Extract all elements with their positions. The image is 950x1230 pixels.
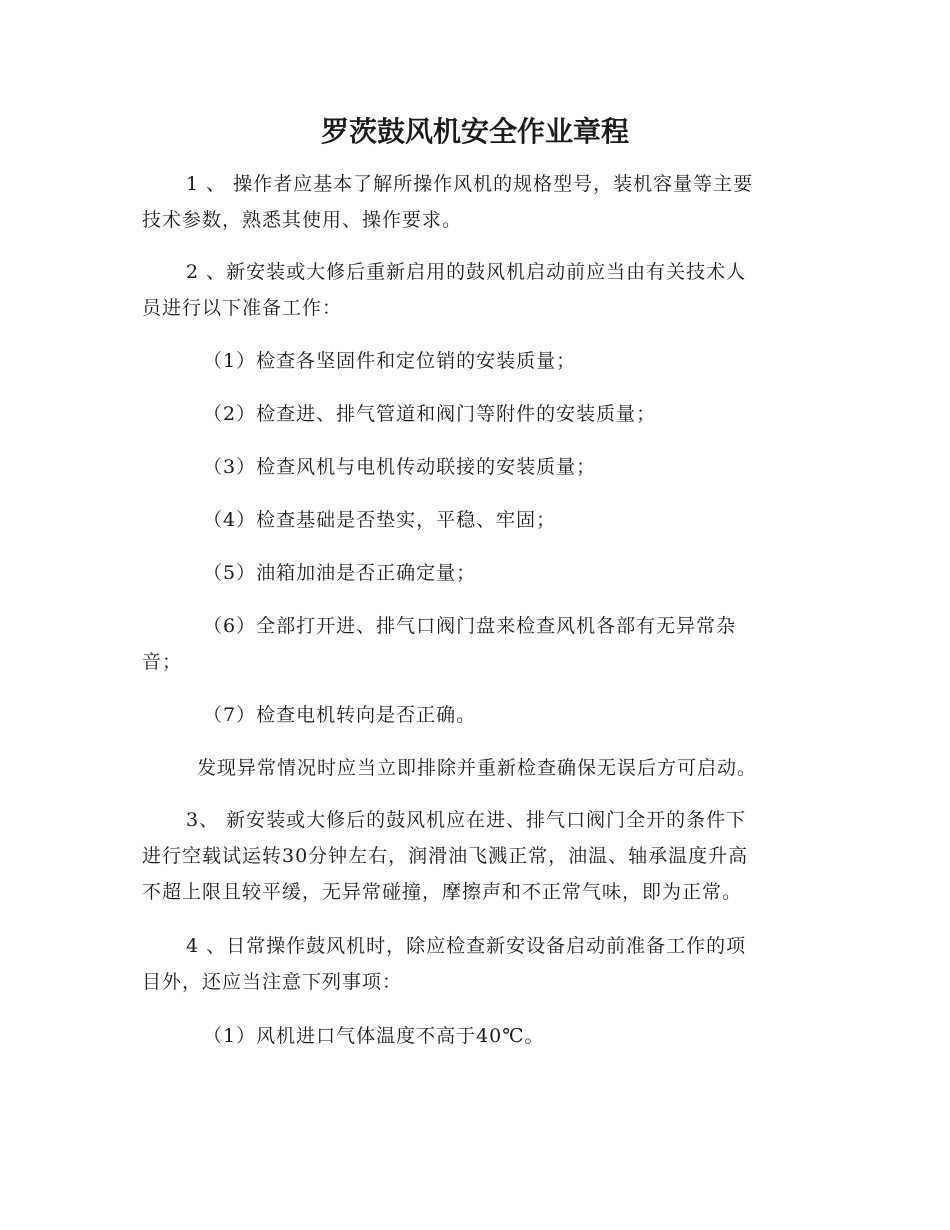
- list-item: （4）检查基础是否垫实，平稳、牢固；: [203, 509, 557, 531]
- paragraph-1-line-2: 技术参数，熟悉其使用、操作要求。: [142, 209, 463, 231]
- paragraph-2: [142, 254, 810, 326]
- note-paragraph: [142, 750, 810, 786]
- list-item: （3）检查风机与电机传动联接的安装质量；: [203, 456, 597, 478]
- paragraph-1: [142, 166, 810, 238]
- list-item-6-line-2: 音；: [142, 651, 183, 673]
- list-item-7: （7）检查电机转向是否正确。: [203, 704, 477, 726]
- paragraph-3: [142, 802, 810, 910]
- document-title: 罗茨鼓风机安全作业章程: [320, 115, 629, 148]
- paragraph-4: [142, 928, 810, 1000]
- paragraph-4-line-1: 4 、日常操作鼓风机时，除应检查新安设备启动前准备工作的项: [186, 935, 747, 957]
- list-item-6-line-1: （6）全部打开进、排气口阀门盘来检查风机各部有无异常杂: [203, 615, 737, 637]
- paragraph-4-line-2: 目外，还应当注意下列事项：: [142, 971, 403, 993]
- paragraph-2-line-2: 员进行以下准备工作：: [142, 297, 343, 319]
- paragraph-1-line-1: 1 、 操作者应基本了解所操作风机的规格型号，装机容量等主要: [186, 173, 754, 195]
- paragraph-2-line-1: 2 、新安装或大修后重新启用的鼓风机启动前应当由有关技术人: [186, 261, 747, 283]
- list-item: （1）风机进口气体温度不高于40℃。: [203, 1025, 545, 1047]
- list-item-6: [142, 608, 810, 680]
- paragraph-3-line-1: 3、 新安装或大修后的鼓风机应在进、排气口阀门全开的条件下: [186, 809, 747, 831]
- list-item: （1）检查各坚固件和定位销的安装质量；: [203, 350, 577, 372]
- list-item: （2）检查进、排气管道和阀门等附件的安装质量；: [203, 403, 657, 425]
- paragraph-3-line-2: 进行空载试运转30分钟左右，润滑油飞溅正常，油温、轴承温度升高: [142, 845, 749, 867]
- note-text: 发现异常情况时应当立即排除并重新检查确保无误后方可启动。: [197, 757, 758, 779]
- list-item: （5）油箱加油是否正确定量；: [203, 562, 477, 584]
- paragraph-3-line-3: 不超上限且较平缓，无异常碰撞，摩擦声和不正常气味，即为正常。: [142, 881, 743, 903]
